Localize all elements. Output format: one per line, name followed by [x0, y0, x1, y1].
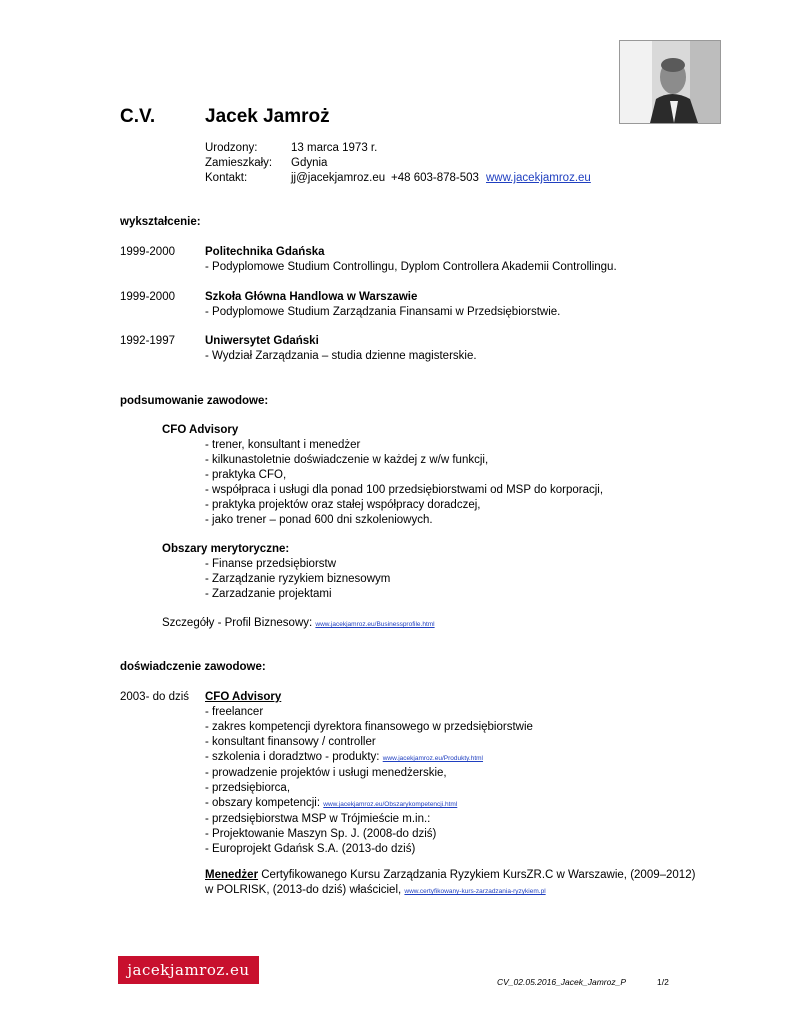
- manager-text: Certyfikowanego Kursu Zarządzania Ryzykiem KursZR.C w Warszawie, (2009–2012): [258, 869, 696, 881]
- brand-logo: jacekjamroz.eu: [118, 956, 259, 984]
- list-item: - freelancer: [205, 706, 264, 718]
- summary-company: CFO Advisory: [162, 424, 239, 436]
- education-detail: - Podyplomowe Studium Controllingu, Dyplom Controllera Akademii Controllingu.: [205, 261, 617, 273]
- details-label: Szczegóły - Profil Biznesowy:: [162, 617, 316, 629]
- list-item-text: - obszary kompetencji:: [205, 797, 324, 809]
- list-item: [205, 750, 533, 766]
- contact-label: Kontakt:: [205, 172, 248, 184]
- manager-label: Menedżer: [205, 869, 259, 881]
- business-profile-link[interactable]: www.jacekjamroz.eu/Businessprofile.html: [315, 621, 435, 628]
- profile-photo: [619, 40, 721, 124]
- education-detail: - Podyplomowe Studium Zarządzania Finansami w Przedsiębiorstwie.: [205, 306, 561, 318]
- lives-label: Zamieszkały:: [205, 157, 273, 169]
- summary-heading: podsumowanie zawodowe:: [120, 395, 269, 407]
- risk-course-link[interactable]: www.certyfikowany-kurs-zarzadzania-ryzykiem.pl: [404, 888, 546, 895]
- phone-text: +48 603-878-503: [391, 172, 479, 184]
- education-school: Politechnika Gdańska: [205, 246, 325, 258]
- education-years: 1999-2000: [120, 291, 175, 303]
- experience-company: CFO Advisory: [205, 691, 282, 703]
- list-item: - Zarzadzanie projektami: [205, 588, 332, 600]
- list-item: - Projektowanie Maszyn Sp. J. (2008-do dziś): [205, 828, 437, 840]
- list-item: - przedsiębiorstwa MSP w Trójmieście m.in.:: [205, 813, 431, 825]
- education-heading: wykształcenie:: [120, 216, 201, 228]
- education-years: 1999-2000: [120, 246, 175, 258]
- list-item: - Europrojekt Gdańsk S.A. (2013-do dziś): [205, 843, 416, 855]
- manager-line: [205, 868, 695, 883]
- page-number: 1/2: [657, 977, 669, 987]
- competencies-link[interactable]: www.jacekjamroz.eu/Obszarykompetencji.html: [323, 801, 458, 808]
- footer-file-name: CV_02.05.2016_Jacek_Jamroz_P: [497, 977, 626, 987]
- list-item: - trener, konsultant i menedżer: [205, 439, 361, 451]
- list-item: - współpraca i usługi dla ponad 100 przedsiębiorstwami od MSP do korporacji,: [205, 484, 604, 496]
- list-item: - zakres kompetencji dyrektora finansowego w przedsiębiorstwie: [205, 721, 533, 733]
- list-item: - praktyka projektów oraz stałej współpracy doradczej,: [205, 499, 481, 511]
- products-link[interactable]: www.jacekjamroz.eu/Produkty.html: [382, 755, 484, 762]
- list-item: - praktyka CFO,: [205, 469, 287, 481]
- polrisk-line: [205, 883, 546, 899]
- summary-list: [205, 438, 603, 528]
- list-item: - Finanse przedsiębiorstw: [205, 558, 337, 570]
- experience-list: [205, 705, 533, 857]
- education-detail: - Wydział Zarządzania – studia dzienne magisterskie.: [205, 350, 477, 362]
- experience-heading: doświadczenie zawodowe:: [120, 661, 266, 673]
- education-school: Szkoła Główna Handlowa w Warszawie: [205, 291, 418, 303]
- cv-label: C.V.: [120, 106, 156, 127]
- email-text: jj@jacekjamroz.eu: [291, 172, 386, 184]
- details-line: [162, 616, 435, 632]
- education-years: 1992-1997: [120, 335, 175, 347]
- areas-heading: Obszary merytoryczne:: [162, 543, 290, 555]
- list-item: - przedsiębiorca,: [205, 782, 291, 794]
- list-item: - konsultant finansowy / controller: [205, 736, 376, 748]
- website-link[interactable]: www.jacekjamroz.eu: [486, 172, 591, 184]
- areas-list: [205, 557, 390, 602]
- candidate-name: Jacek Jamroż: [205, 106, 330, 127]
- list-item: - Zarządzanie ryzykiem biznesowym: [205, 573, 391, 585]
- lives-value: Gdynia: [291, 157, 328, 169]
- list-item: - kilkunastoletnie doświadczenie w każdej z w/w funkcji,: [205, 454, 489, 466]
- list-item: - jako trener – ponad 600 dni szkoleniowych.: [205, 514, 433, 526]
- education-school: Uniwersytet Gdański: [205, 335, 319, 347]
- experience-period: 2003- do dziś: [120, 691, 190, 703]
- born-label: Urodzony:: [205, 142, 258, 154]
- list-item-text: - szkolenia i doradztwo - produkty:: [205, 751, 383, 763]
- list-item: - prowadzenie projektów i usługi menedżerskie,: [205, 767, 447, 779]
- born-value: 13 marca 1973 r.: [291, 142, 378, 154]
- list-item: [205, 796, 533, 812]
- polrisk-text: w POLRISK, (2013-do dziś) właściciel,: [205, 884, 405, 896]
